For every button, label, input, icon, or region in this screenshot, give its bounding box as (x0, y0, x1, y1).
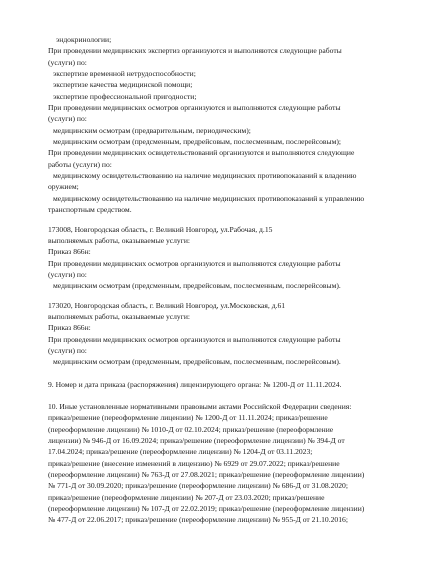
text-line: медицинскому освидетельствованию на наличие медицинских противопоказаний к владению (53, 171, 357, 181)
text-line: экспертизе временной нетрудоспособности; (53, 69, 196, 79)
text-line: приказ/решение (внесение изменений в лицензию) № 6929 от 29.07.2022; приказ/решение (48, 458, 340, 468)
text-line: экспертизе качества медицинской помощи; (53, 80, 193, 90)
text-line: (услуги) по: (48, 269, 87, 279)
text-line: медицинским осмотрам (предварительным, периодическим); (53, 125, 251, 135)
text-line: (услуги) по: (48, 345, 87, 355)
text-line: работы (услуги) по: (48, 159, 112, 169)
address-block-moskovskaya (48, 300, 408, 368)
text-line: 17.04.2024; приказ/решение (переоформление лицензии) № 1204-Д от 03.11.2023; (48, 447, 313, 457)
text-line: выполняемых работы, оказываемые услуги: (48, 311, 191, 321)
section-heading: 10. Иные установленные нормативными правовыми актами Российской Федерации сведения: (48, 401, 352, 411)
address-line: 173008, Новгородская область, г. Великий Новгород, ул.Рабочая, д.15 (48, 224, 273, 234)
text-line: При проведении медицинских освидетельствований организуются и выполняются следующие (48, 148, 355, 158)
text-line: При проведении медицинских осмотров организуются и выполняются следующие работы (48, 334, 341, 344)
text-line: медицинским осмотрам (предсменным, предрейсовым, послесменным, послерейсовым). (53, 357, 341, 367)
text-line: медицинскому освидетельствованию на наличие медицинских противопоказаний к управлению (53, 193, 365, 203)
text-line: (переоформление лицензии) № 1010-Д от 02.10.2024; приказ/решение (переоформление (48, 424, 334, 434)
address-line: 173020, Новгородская область, г. Великий Новгород, ул.Московская, д.61 (48, 300, 286, 310)
text-line: Приказ 866н: (48, 323, 91, 333)
services-block (48, 34, 408, 216)
text-line: выполняемых работы, оказываемые услуги: (48, 235, 191, 245)
text-line: эндокринологии; (56, 35, 112, 44)
text-line: № 771-Д от 30.09.2020; приказ/решение (переоформление лицензии) № 686-Д от 31.08.2020; (48, 481, 348, 491)
text-line: медицинским осмотрам (предсменным, предрейсовым, послесменным, послерейсовым). (53, 281, 341, 291)
text-line: (переоформление лицензии) № 107-Д от 22.02.2019; приказ/решение (переоформление лицензии) (48, 504, 365, 514)
text-line: оружием; (48, 182, 79, 192)
text-line: Приказ 866н: (48, 247, 91, 257)
order-number-item: 9. Номер и дата приказа (распоряжения) лицензирующего органа: № 1200-Д от 11.11.2024. (48, 379, 342, 389)
text-line: экспертизе профессиональной пригодности; (53, 91, 197, 101)
text-line: № 477-Д от 22.06.2017; приказ/решение (переоформление лицензии) № 955-Д от 21.10.2016; (48, 515, 348, 525)
text-line: (переоформление лицензии) № 763-Д от 27.08.2021; приказ/решение (переоформление лицензии) (48, 470, 365, 480)
text-line: При проведении медицинских осмотров организуются и выполняются следующие работы (48, 103, 341, 113)
text-line: При проведении медицинских экспертиз организуются и выполняются следующие работы (48, 46, 342, 56)
text-line: приказ/решение (переоформление лицензии) № 1200-Д от 11.11.2024; приказ/решение (48, 413, 328, 423)
text-line: лицензии) № 946-Д от 16.09.2024; приказ/решение (переоформление лицензии) № 394-Д от (48, 436, 345, 445)
text-line: транспортным средством. (48, 205, 132, 215)
other-info-block (48, 401, 408, 526)
text-line: (услуги) по: (48, 114, 87, 124)
text-line: медицинским осмотрам (предсменным, предрейсовым, послесменным, послерейсовым); (53, 137, 342, 147)
text-line: При проведении медицинских осмотров организуются и выполняются следующие работы (48, 258, 341, 268)
address-block-rabochaya (48, 224, 408, 292)
document-page (48, 34, 408, 526)
text-line: приказ/решение (переоформление лицензии) № 207-Д от 23.03.2020; приказ/решение (48, 492, 325, 502)
text-line: (услуги) по: (48, 57, 87, 67)
